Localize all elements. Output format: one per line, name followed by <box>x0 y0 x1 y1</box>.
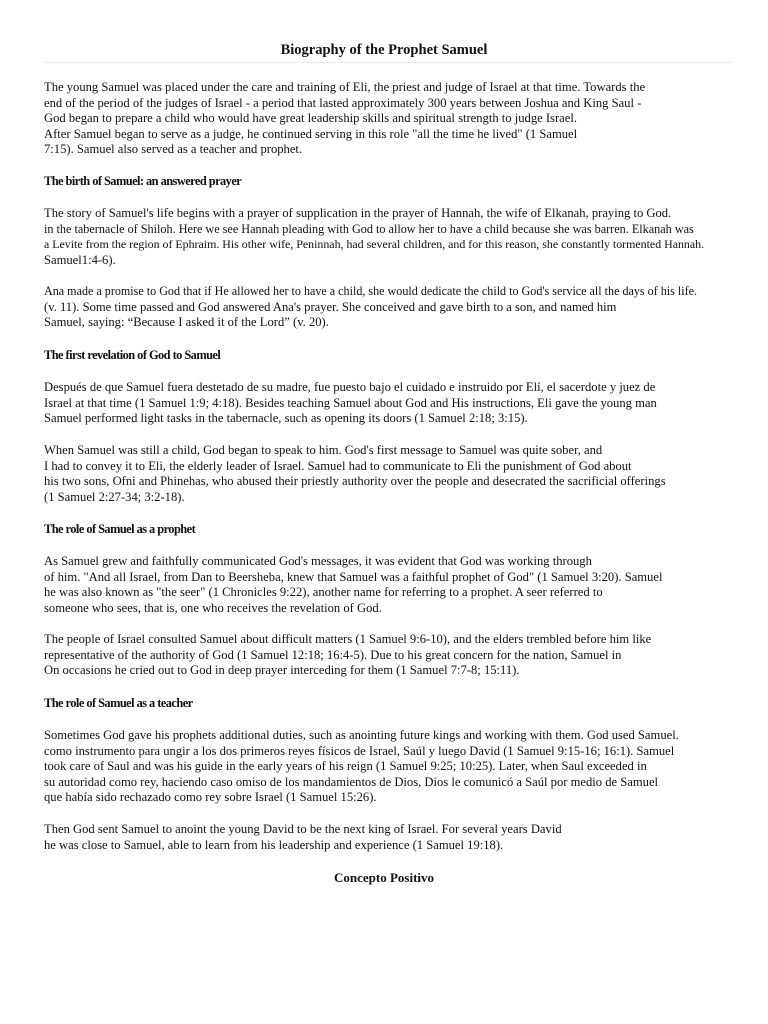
paragraph-line: Sometimes God gave his prophets additional duties, such as anointing future kings and working with them. God used Samuel. <box>44 728 679 742</box>
paragraph-line: Samuel performed light tasks in the tabernacle, such as opening its doors (1 Samuel 2:18; 3:15). <box>44 411 528 426</box>
paragraph-line: su autoridad como rey, haciendo caso omiso de los mandamientos de Dios, Dios le comunicó a Saúl por medio de Samuel <box>44 774 659 789</box>
document-title: Biography of the Prophet Samuel <box>280 42 488 58</box>
closing-signature: Concepto Positivo <box>333 870 435 885</box>
paragraph-line: in the tabernacle of Shiloh. Here we see Hannah pleading with God to allow her to have a child because she was barren. Elkanah was <box>44 221 694 236</box>
paragraph-promise <box>44 284 752 331</box>
paragraph-line: Después de que Samuel fuera destetado de su madre, fue puesto bajo el cuidado e instruido por Elí, el sacerdote y juez de <box>44 380 656 394</box>
paragraph-intro <box>44 80 764 158</box>
paragraph-line: a Levite from the region of Ephraim. His other wife, Peninnah, had several children, and for this reason, she constantly tormented Hannah. <box>44 237 705 252</box>
paragraph-line: (v. 11). Some time passed and God answered Ana's prayer. She conceived and gave birth to a son, and named him <box>44 299 617 314</box>
paragraph-line: As Samuel grew and faithfully communicated God's messages, it was evident that God was working through <box>44 554 592 568</box>
paragraph-consultation <box>44 632 764 679</box>
paragraph-line: he was also known as "the seer" (1 Chronicles 9:22), another name for referring to a prophet. A seer referred to <box>44 585 603 600</box>
paragraph-line: Ana made a promise to God that if He allowed her to have a child, she would dedicate the child to God's service all the days of his life. <box>44 284 698 298</box>
title-divider <box>44 62 732 63</box>
paragraph-anoint-david <box>44 822 764 853</box>
paragraph-line: (1 Samuel 2:27-34; 3:2-18). <box>44 489 185 504</box>
paragraph-line: 7:15). Samuel also served as a teacher and prophet. <box>44 142 303 157</box>
paragraph-weaning <box>44 380 764 427</box>
paragraph-anointing-kings <box>44 728 764 806</box>
paragraph-line: representative of the authority of God (1 Samuel 12:18; 16:4-5). Due to his great concern for the nation, Samuel in <box>44 647 622 662</box>
paragraph-first-message <box>44 443 764 505</box>
section-heading-birth: The birth of Samuel: an answered prayer <box>44 174 242 188</box>
paragraph-line: The young Samuel was placed under the care and training of Eli, the priest and judge of Israel at that time. Towards the <box>44 80 646 94</box>
paragraph-line: Then God sent Samuel to anoint the young David to be the next king of Israel. For several years David <box>44 822 562 836</box>
paragraph-line: his two sons, Ofni and Phinehas, who abused their priestly authority over the people and desecrated the sacrificial offerings <box>44 474 666 489</box>
paragraph-line: God began to prepare a child who would have great leadership skills and spiritual strength to judge Israel. <box>44 111 577 126</box>
paragraph-line: Samuel1:4-6). <box>44 252 116 267</box>
paragraph-line: of him. "And all Israel, from Dan to Beersheba, knew that Samuel was a faithful prophet of God" (1 Samuel 3:20). Samuel <box>44 569 663 584</box>
paragraph-line: someone who sees, that is, one who receives the revelation of God. <box>44 600 382 615</box>
paragraph-prophet-growth <box>44 554 764 616</box>
paragraph-line: The story of Samuel's life begins with a prayer of supplication in the prayer of Hannah, the wife of Elkanah, praying to God. <box>44 206 672 220</box>
section-heading-prophet: The role of Samuel as a prophet <box>44 522 196 536</box>
paragraph-line: he was close to Samuel, able to learn from his leadership and experience (1 Samuel 19:18). <box>44 837 504 852</box>
section-heading-first-revelation: The first revelation of God to Samuel <box>44 348 221 362</box>
paragraph-line: end of the period of the judges of Israel - a period that lasted approximately 300 years between Joshua and King Saul - <box>44 95 642 110</box>
paragraph-line: When Samuel was still a child, God began to speak to him. God's first message to Samuel was quite sober, and <box>44 443 603 457</box>
paragraph-line: que había sido rechazado como rey sobre Israel (1 Samuel 15:26). <box>44 790 377 805</box>
paragraph-line: took care of Saul and was his guide in the early years of his reign (1 Samuel 9:25; 10:25). Later, when Saul exceeded in <box>44 759 647 774</box>
paragraph-line: The people of Israel consulted Samuel about difficult matters (1 Samuel 9:6-10), and the elders trembled before him like <box>44 632 652 646</box>
paragraph-line: I had to convey it to Eli, the elderly leader of Israel. Samuel had to communicate to Eli the punishment of God about <box>44 458 632 473</box>
paragraph-line: Israel at that time (1 Samuel 1:9; 4:18). Besides teaching Samuel about God and His instructions, Eli gave the young man <box>44 395 657 410</box>
paragraph-line: Samuel, saying: “Because I asked it of the Lord” (v. 20). <box>44 315 329 330</box>
paragraph-birth-story <box>44 206 764 268</box>
paragraph-line: After Samuel began to serve as a judge, he continued serving in this role "all the time he lived" (1 Samuel <box>44 126 578 141</box>
paragraph-line: On occasions he cried out to God in deep prayer interceding for them (1 Samuel 7:7-8; 15:11). <box>44 663 520 678</box>
paragraph-line: como instrumento para ungir a los dos primeros reyes físicos de Israel, Saúl y luego David (1 Samuel 9:15-16; 16:1). Samuel <box>44 743 675 758</box>
section-heading-teacher: The role of Samuel as a teacher <box>44 696 193 710</box>
